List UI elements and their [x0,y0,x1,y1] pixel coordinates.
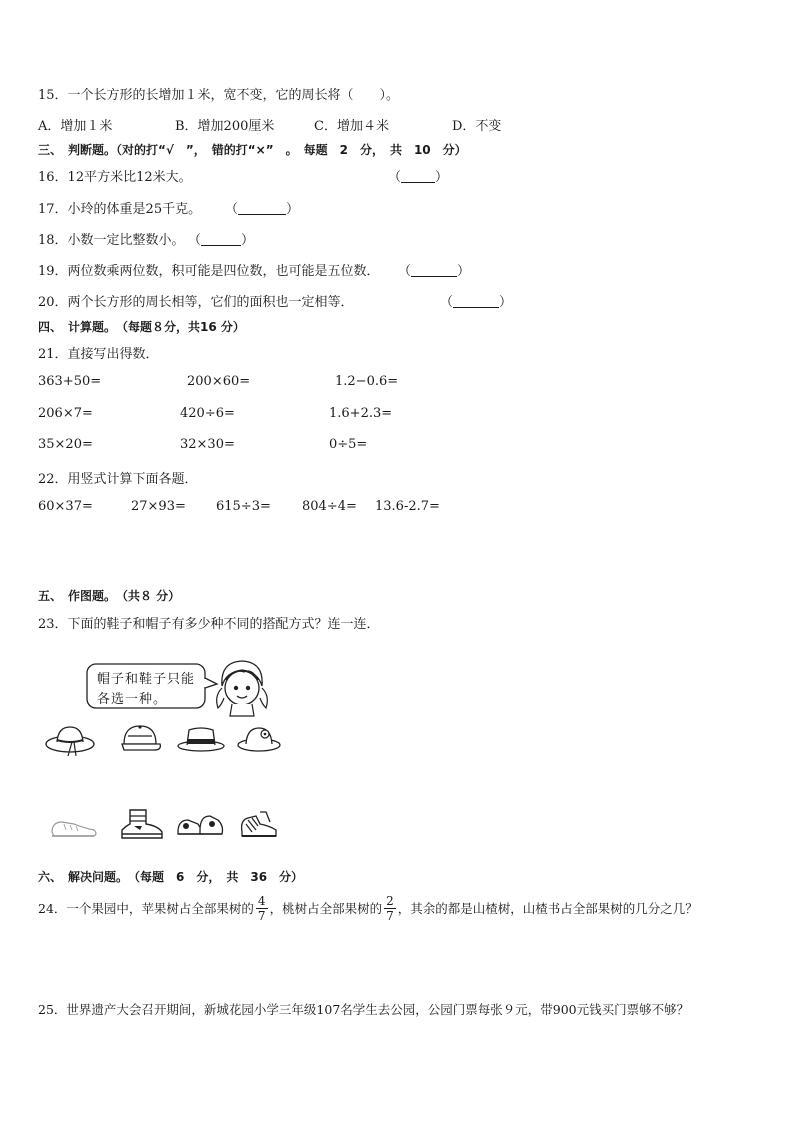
sneaker-icon [48,814,100,842]
q21-item: 200×60= [187,374,251,389]
section-4-title: 四、 计算题。 （每题８分，共16 分） [38,320,245,334]
q17-text: 17．小玲的体重是25千克。 [38,202,202,217]
q24-part1: 24．一个果园中，苹果树占全部果树的 [38,901,254,916]
section-5-title: 五、 作图题。 （共８ 分） [38,589,181,603]
q22-item: 60×37= [38,499,93,514]
q21-item: 35×20= [38,437,93,452]
q15-stem: 15．一个长方形的长增加１米，宽不变，它的周长将（ ）。 [38,88,400,103]
q18-answer-blank[interactable] [201,233,241,246]
q22-item: 27×93= [131,499,186,514]
q21-item: 420÷6= [180,406,235,421]
q19-text: 19．两位数乘两位数，积可能是四位数，也可能是五位数． [38,264,380,279]
fedora-icon [176,724,226,754]
children-shoes-icon [174,810,226,840]
q20-text: 20．两个长方形的周长相等，它们的面积也一定相等． [38,295,354,310]
q18-answer-paren: （ ） [188,233,255,248]
q23-text: 23．下面的鞋子和帽子有多少种不同的搭配方式？连一连． [38,617,380,632]
q20-answer-blank[interactable] [453,295,499,308]
q25-text: 25．世界遗产大会召开期间，新城花园小学三年级107名学生去公园，公园门票每张９元，带900元钱买门票够不够？ [38,1002,690,1017]
q16-answer-paren: （ ） [388,170,449,185]
q24-fraction-apple: $\frac{4}{7}$ [257,893,266,923]
q21-item: 32×30= [180,437,235,452]
q21-text: 21．直接写出得数． [38,347,159,362]
q24-part3: ，其余的都是山楂树，山楂书占全部果树的几分之几？ [397,901,698,916]
bubble-line-1: 帽子和鞋子只能 [97,672,196,687]
q21-item: 1.6+2.3= [329,406,393,421]
q15-option-b: B．增加200厘米 [175,119,275,134]
q15-option-c: C．增加４米 [314,119,389,134]
q24-text [38,888,698,928]
q20-answer-paren: （ ） [440,295,513,310]
q16-answer-blank[interactable] [401,170,435,183]
q24-fraction-peach: $\frac{2}{7}$ [386,893,394,923]
q22-item: 615÷3= [216,499,271,514]
q15-option-d: D．不变 [452,119,502,134]
hiking-shoes-icon [236,808,282,840]
boot-icon [116,806,166,842]
q22-item: 804÷4= [302,499,357,514]
q22-text: 22．用竖式计算下面各题． [38,472,198,487]
q15-option-a: A．增加１米 [38,119,113,134]
q17-answer-paren: （ ） [225,202,300,217]
girl-illustration [212,656,272,718]
sun-hat-icon [44,722,96,758]
q16-text: 16．12平方米比12米大。 [38,170,192,185]
q22-item: 13.6-2.7= [375,499,440,514]
bubble-line-2: 各选一种。 [97,692,168,707]
q19-answer-paren: （ ） [398,264,471,279]
q19-answer-blank[interactable] [411,264,457,277]
q17-answer-blank[interactable] [238,202,286,215]
q21-item: 0÷5= [329,437,368,452]
q21-item: 206×7= [38,406,93,421]
q21-item: 1.2−0.6= [335,374,399,389]
section-6-title: 六、 解决问题。 （每题 6 分， 共 36 分） [38,870,304,884]
flower-hat-icon [236,722,282,754]
q24-part2: ，桃树占全部果树的 [269,901,383,916]
section-3-title: 三、 判断题。（对的打“√ ”， 错的打“×” 。 每题 2 分， 共 10 分） [38,143,467,157]
q18-text: 18．小数一定比整数小。 [38,233,185,248]
cap-icon [118,722,164,754]
q21-item: 363+50= [38,374,102,389]
